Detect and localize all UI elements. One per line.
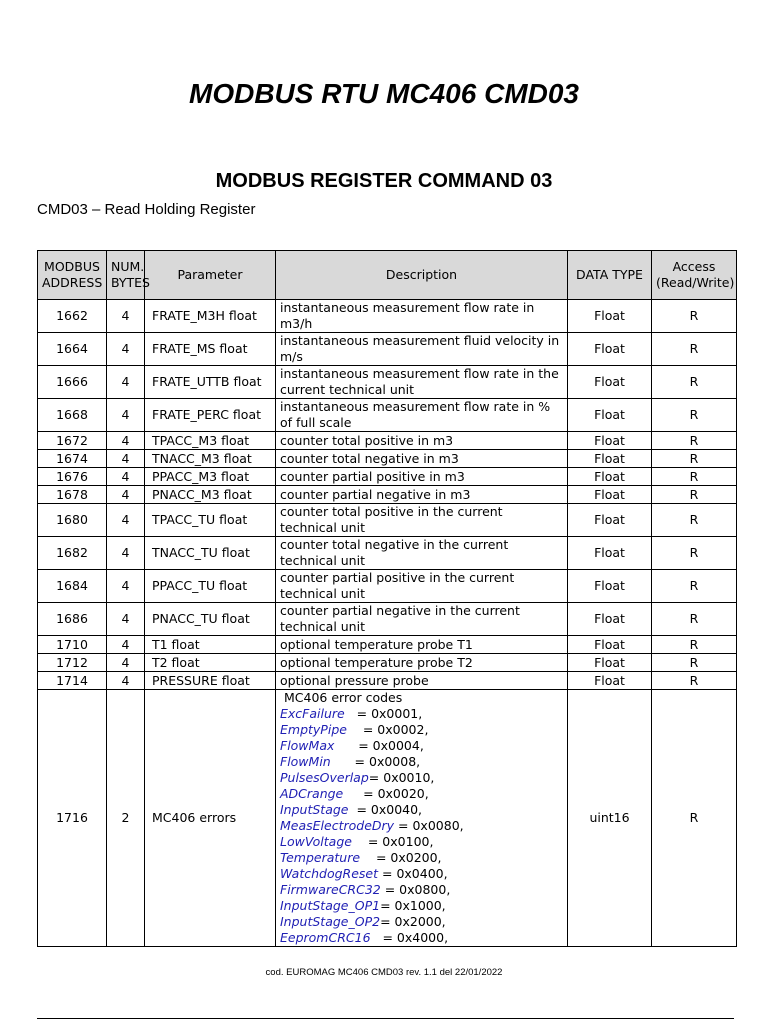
error-code-item (280, 706, 563, 722)
table-row (38, 504, 737, 537)
error-code-value: = 0x0080, (394, 818, 464, 833)
cell-parameter: FRATE_PERC float (145, 399, 276, 432)
table-row (38, 654, 737, 672)
cell-bytes: 4 (107, 570, 145, 603)
error-code-item (280, 850, 563, 866)
cell-address: 1716 (38, 690, 107, 947)
error-code-item (280, 770, 563, 786)
cell-access: R (652, 366, 737, 399)
cell-bytes: 4 (107, 672, 145, 690)
error-code-name: EmptyPipe (280, 722, 347, 737)
cell-address: 1672 (38, 432, 107, 450)
cell-address: 1666 (38, 366, 107, 399)
register-table (37, 250, 737, 947)
error-code-value: = 0x0800, (380, 882, 451, 897)
error-codes-title: MC406 error codes (284, 690, 403, 705)
cell-access: R (652, 636, 737, 654)
error-code-item (280, 882, 563, 898)
cell-data-type: Float (568, 432, 652, 450)
error-code-item (280, 914, 563, 930)
error-code-name: ADCrange (280, 786, 344, 801)
cell-error-codes (276, 690, 568, 947)
cell-access: R (652, 603, 737, 636)
error-code-item (280, 898, 563, 914)
cell-description: counter partial positive in the current technical unit (276, 570, 568, 603)
error-code-value: = 0x0020, (343, 786, 429, 801)
cell-bytes: 4 (107, 603, 145, 636)
table-row (38, 366, 737, 399)
cell-access: R (652, 570, 737, 603)
error-code-value: = 0x0200, (360, 850, 442, 865)
cell-access: R (652, 654, 737, 672)
cell-data-type: Float (568, 570, 652, 603)
cell-data-type: Float (568, 366, 652, 399)
cell-description: counter total positive in m3 (276, 432, 568, 450)
table-row (38, 603, 737, 636)
cell-parameter: TNACC_M3 float (145, 450, 276, 468)
cell-bytes: 4 (107, 366, 145, 399)
cell-address: 1680 (38, 504, 107, 537)
cell-address: 1710 (38, 636, 107, 654)
cell-address: 1682 (38, 537, 107, 570)
error-code-value: = 0x0008, (330, 754, 421, 769)
error-code-name: FirmwareCRC32 (280, 882, 381, 897)
cell-parameter: FRATE_M3H float (145, 300, 276, 333)
cell-description: counter total negative in m3 (276, 450, 568, 468)
footer-divider (37, 1018, 734, 1019)
cell-description: instantaneous measurement flow rate in the current technical unit (276, 366, 568, 399)
cell-address: 1714 (38, 672, 107, 690)
cell-bytes: 4 (107, 636, 145, 654)
cell-parameter: T2 float (145, 654, 276, 672)
cell-address: 1676 (38, 468, 107, 486)
cell-address: 1684 (38, 570, 107, 603)
cell-bytes: 4 (107, 432, 145, 450)
cell-description: counter partial positive in m3 (276, 468, 568, 486)
error-code-name: InputStage_OP2 (280, 914, 381, 929)
table-body (38, 300, 737, 947)
error-code-name: LowVoltage (280, 834, 352, 849)
table-row (38, 399, 737, 432)
cell-access: R (652, 450, 737, 468)
cell-description: optional pressure probe (276, 672, 568, 690)
header-bytes: NUM. BYTES (107, 251, 145, 300)
error-code-name: FlowMax (280, 738, 335, 753)
error-code-name: FlowMin (280, 754, 331, 769)
cell-description: counter partial negative in the current technical unit (276, 603, 568, 636)
cell-parameter: PPACC_M3 float (145, 468, 276, 486)
cell-access: R (652, 333, 737, 366)
error-code-name: EepromCRC16 (280, 930, 371, 945)
cell-parameter: PPACC_TU float (145, 570, 276, 603)
error-code-item (280, 722, 563, 738)
cell-data-type: Float (568, 603, 652, 636)
cell-access: R (652, 432, 737, 450)
document-title: MODBUS RTU MC406 CMD03 (189, 78, 579, 109)
cell-address: 1664 (38, 333, 107, 366)
error-code-value: = 0x0004, (334, 738, 424, 753)
cell-access: R (652, 537, 737, 570)
table-row (38, 486, 737, 504)
error-code-value: = 0x0040, (348, 802, 423, 817)
cell-access: R (652, 486, 737, 504)
table-row (38, 672, 737, 690)
error-code-value: = 0x1000, (380, 898, 446, 913)
cell-bytes: 4 (107, 450, 145, 468)
table-row (38, 432, 737, 450)
header-data-type: DATA TYPE (568, 251, 652, 300)
table-row (38, 570, 737, 603)
error-code-value: = 0x4000, (370, 930, 449, 945)
table-row (38, 537, 737, 570)
cell-address: 1674 (38, 450, 107, 468)
header-description: Description (276, 251, 568, 300)
cell-description: instantaneous measurement flow rate in m3/h (276, 300, 568, 333)
cell-bytes: 4 (107, 504, 145, 537)
cell-bytes: 4 (107, 537, 145, 570)
cell-description: instantaneous measurement flow rate in % of full scale (276, 399, 568, 432)
cell-description: optional temperature probe T2 (276, 654, 568, 672)
cell-data-type: Float (568, 333, 652, 366)
cell-bytes: 4 (107, 468, 145, 486)
error-code-name: MeasElectrodeDry (280, 818, 395, 833)
cell-parameter: FRATE_MS float (145, 333, 276, 366)
cell-description: optional temperature probe T1 (276, 636, 568, 654)
error-code-item (280, 834, 563, 850)
error-code-name: Temperature (280, 850, 361, 865)
header-access: Access (Read/Write) (652, 251, 737, 300)
cell-address: 1668 (38, 399, 107, 432)
section-subtitle: CMD03 – Read Holding Register (37, 201, 256, 218)
cell-address: 1712 (38, 654, 107, 672)
cell-access: R (652, 468, 737, 486)
cell-data-type: Float (568, 537, 652, 570)
error-code-value: = 0x0010, (368, 770, 435, 785)
cell-bytes: 4 (107, 654, 145, 672)
cell-description: instantaneous measurement fluid velocity in m/s (276, 333, 568, 366)
section-title: MODBUS REGISTER COMMAND 03 (215, 170, 553, 192)
table-row-errors (38, 690, 737, 947)
cell-description: counter total negative in the current technical unit (276, 537, 568, 570)
cell-data-type: Float (568, 636, 652, 654)
table-row (38, 468, 737, 486)
error-code-item (280, 818, 563, 834)
cell-address: 1678 (38, 486, 107, 504)
cell-parameter: PRESSURE float (145, 672, 276, 690)
cell-parameter: PNACC_TU float (145, 603, 276, 636)
error-code-name: PulsesOverlap (280, 770, 369, 785)
cell-data-type: Float (568, 486, 652, 504)
cell-parameter: FRATE_UTTB float (145, 366, 276, 399)
error-code-value: = 0x0001, (344, 706, 423, 721)
error-code-item (280, 866, 563, 882)
cell-parameter: TPACC_M3 float (145, 432, 276, 450)
cell-description: counter total positive in the current technical unit (276, 504, 568, 537)
cell-bytes: 2 (107, 690, 145, 947)
table-row (38, 333, 737, 366)
error-code-name: WatchdogReset (280, 866, 379, 881)
error-code-item (280, 738, 563, 754)
cell-parameter: TNACC_TU float (145, 537, 276, 570)
cell-data-type: Float (568, 399, 652, 432)
cell-description: counter partial negative in m3 (276, 486, 568, 504)
header-parameter: Parameter (145, 251, 276, 300)
cell-access: R (652, 300, 737, 333)
cell-access: R (652, 672, 737, 690)
error-code-item (280, 786, 563, 802)
error-code-name: InputStage (280, 802, 349, 817)
error-code-item (280, 754, 563, 770)
table-row (38, 300, 737, 333)
table-header-row (38, 251, 737, 300)
cell-data-type: Float (568, 300, 652, 333)
cell-parameter: T1 float (145, 636, 276, 654)
cell-parameter: PNACC_M3 float (145, 486, 276, 504)
cell-access: R (652, 399, 737, 432)
cell-access: R (652, 504, 737, 537)
cell-bytes: 4 (107, 399, 145, 432)
cell-parameter: MC406 errors (145, 690, 276, 947)
table-row (38, 450, 737, 468)
cell-parameter: TPACC_TU float (145, 504, 276, 537)
cell-data-type: Float (568, 468, 652, 486)
cell-address: 1686 (38, 603, 107, 636)
header-address: MODBUS ADDRESS (38, 251, 107, 300)
cell-data-type: Float (568, 672, 652, 690)
cell-data-type: Float (568, 654, 652, 672)
cell-data-type: Float (568, 450, 652, 468)
error-code-item (280, 930, 563, 946)
error-code-name: ExcFailure (280, 706, 345, 721)
error-code-name: InputStage_OP1 (280, 898, 381, 913)
cell-bytes: 4 (107, 300, 145, 333)
footer-note: cod. EUROMAG MC406 CMD03 rev. 1.1 del 22/01/2022 (265, 967, 503, 978)
table-row (38, 636, 737, 654)
cell-bytes: 4 (107, 333, 145, 366)
cell-access: R (652, 690, 737, 947)
error-code-value: = 0x0400, (378, 866, 448, 881)
cell-address: 1662 (38, 300, 107, 333)
error-code-item (280, 802, 563, 818)
cell-data-type: Float (568, 504, 652, 537)
cell-data-type: uint16 (568, 690, 652, 947)
error-code-value: = 0x0100, (351, 834, 434, 849)
cell-bytes: 4 (107, 486, 145, 504)
error-code-value: = 0x0002, (346, 722, 429, 737)
error-code-value: = 0x2000, (380, 914, 446, 929)
